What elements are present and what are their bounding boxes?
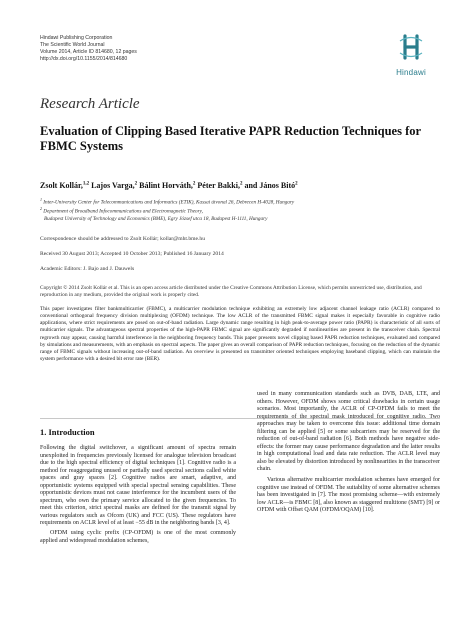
paper-title: Evaluation of Clipping Based Iterative PAPR Reduction Techniques for FBMC Systems — [40, 124, 421, 153]
hindawi-logo-text: Hindawi — [396, 68, 426, 77]
author-name: Péter Bakki, — [197, 181, 240, 190]
journal-info — [40, 35, 137, 63]
copyright-notice: Copyright © 2014 Zsolt Kollár et al. This is an open access article distributed under the Creative Commons Attribution License, which permits unrestricted use, distribution, and reproduction in any medium, provided the original work is properly cited. — [40, 285, 422, 298]
affiliation-text: Department of Broadband Infocommunications and Electromagnetic Theory, — [43, 209, 203, 216]
body-paragraph: OFDM using cyclic prefix (CP-OFDM) is one of the most commonly applied and widespread modulation schemes, — [40, 530, 236, 544]
publication-dates: Received 30 August 2013; Accepted 10 October 2013; Published 16 January 2014 — [40, 251, 224, 257]
affiliation-line — [40, 197, 440, 206]
hindawi-logo-icon — [396, 32, 426, 62]
author-affiliation-mark: 2 — [239, 181, 243, 187]
affiliation-line — [40, 216, 440, 223]
body-paragraph: Various alternative multicarrier modulation schemes have emerged for cognitive use instead of OFDM. The suitability of some alternative schemes has been investigated in [7]. The most promising scheme—with extremely low ACLR—is FBMC [8], also known as staggered multitone (SMT) [9] or OFDM with Offset QAM (OFDM/OQAM) [10]. — [257, 477, 440, 514]
body-column-left — [40, 445, 236, 545]
affiliation-mark: 1 — [40, 197, 42, 202]
affiliation-mark: 2 — [40, 206, 42, 212]
journal-line: Volume 2014, Article ID 814680, 12 pages — [40, 49, 137, 55]
journal-line: The Scientific World Journal — [40, 42, 105, 48]
article-type: Research Article — [40, 96, 140, 112]
section-heading: 1. Introduction — [40, 427, 95, 437]
journal-line: Hindawi Publishing Corporation — [40, 35, 113, 41]
body-paragraph: Following the digital switchover, a significant amount of spectra remain unexploited in frequencies previously licensed for analogue television broadcast due to the high spectral efficiency of digital techniques [1]. Cognitive radio is a method for reaggregating unused or partially used spectral sections called white spaces and gray spaces [2]. Cognitive radios are smart, adaptive, and opportunistic systems equipped with special spectral sensing capabilities. These opportunistic devices must not cause interference for the incumbent users of the spectrum, who own the primary service allocated to the given frequencies. To meet this criterion, strict spectral masks are defined for the transmit signal by various regulators such as Ofcom (UK) and FCC (US). These regulators have requirements on ACLR level of at least −55 dB in the neighboring bands [3, 4]. — [40, 445, 236, 527]
abstract: This paper investigates filter bankmulticarrier (FBMC), a multicarrier modulation technique exhibiting an extremely low adjacent channel leakage ratio (ACLR) compared to conventional orthogonal frequency division multiplexing (OFDM) technique. The low ACLR of the transmitted FBMC signal makes it especially favorable in cognitive radio applications, where strict requirements are posed on out-of-band radiation. Large dynamic range resulting in high peak-to-average power ratio (PAPR) is characteristic of all sorts of multicarrier signals. The advantageous spectral properties of the high-PAPR FBMC signal are significantly degraded if nonlinearities are present in the transceiver chain. Spectral regrowth may appear, causing harmful interference in the neighboring frequency bands. This paper presents novel clipping based PAPR reduction techniques, evaluated and compared by simulations and measurements, with an emphasis on spectral aspects. The paper gives an overall comparison of PAPR reduction techniques, focusing on the reduction of the dynamic range of FBMC signals without increasing out-of-band radiation. An overview is presented on transmitter oriented techniques employing baseband clipping, which can maintain the system performance with a desired bit error rate (BER). — [40, 306, 440, 363]
journal-line: http://dx.doi.org/10.1155/2014/814680 — [40, 56, 128, 62]
author-name: and János Bitó — [244, 181, 296, 190]
affiliation-text: Inter-University Center for Telecommunications and Informatics (ETIK), Kassai útvonal 26, Debrecen H-4028, Hungary — [43, 199, 295, 206]
author-list — [40, 181, 298, 190]
academic-editors: Academic Editors: J. Bajo and J. Dauwels — [40, 266, 135, 272]
hindawi-logo — [382, 32, 440, 77]
affiliations — [40, 197, 440, 223]
body-paragraph: used in many communication standards such as DVB, DAB, LTE, and others. However, OFDM shows some critical drawbacks in certain usage scenarios. Most importantly, the ACLR of CP-OFDM fails to meet the requirements of the spectral mask introduced for cognitive radio. Two approaches may be taken to overcome this issue: additional time domain filtering can be applied [5] or some subcarriers may be reserved for the reduction of out-of-band radiation [6]. Both methods have negative side-effects: the former may cause performance degradation and the latter results in high computational load and data rate reduction. The ACLR level may also be elevated by distortion introduced by nonlinearities in the transceiver chain. — [257, 391, 440, 473]
author-name: Bálint Horváth, — [139, 181, 193, 190]
affiliation-text: Budapest University of Technology and Economics (BME), Egry József utca 18, Budapest H-1111, Hungary — [44, 215, 268, 222]
author-name: Lajos Varga, — [91, 181, 135, 190]
author-affiliation-mark: 2 — [134, 181, 138, 187]
author-name: Zsolt Kollár, — [40, 181, 83, 190]
author-affiliation-mark: 2 — [192, 181, 196, 187]
body-column-right — [257, 391, 440, 515]
correspondence: Correspondence should be addressed to Zsolt Kollár; kollar@mht.bme.hu — [40, 236, 206, 242]
author-affiliation-mark: 1,2 — [82, 181, 90, 187]
author-affiliation-mark: 2 — [295, 181, 298, 187]
affiliation-line — [40, 206, 440, 215]
